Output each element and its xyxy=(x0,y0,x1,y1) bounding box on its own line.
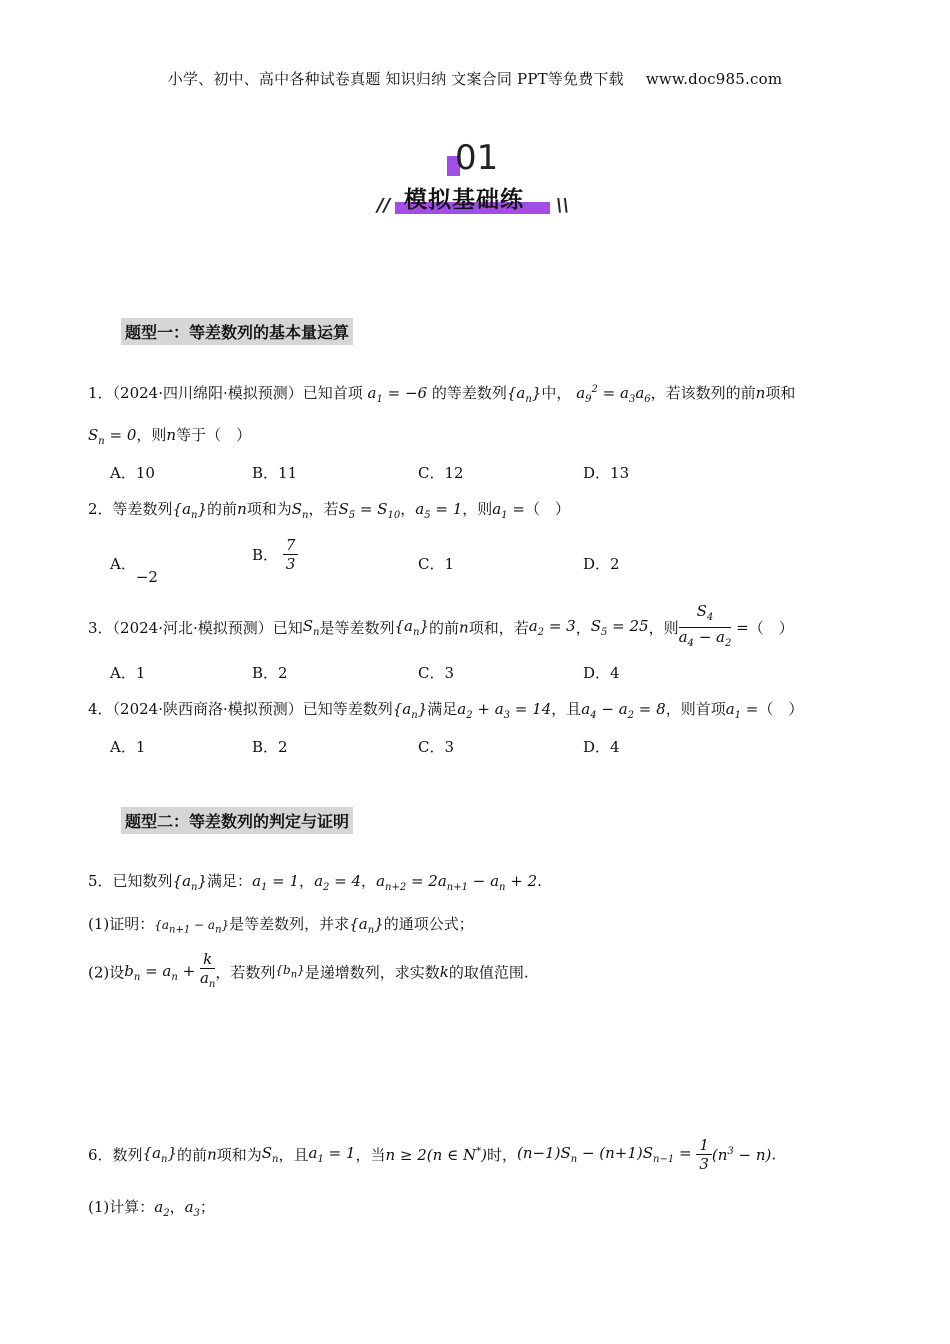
question-1-line-2: $S_n = 0$，则n等于（ ） xyxy=(88,426,252,447)
q4-option-d: D．4 xyxy=(583,738,620,756)
q2-option-c: C．1 xyxy=(418,555,455,573)
page-title: 模拟基础练 xyxy=(404,187,524,213)
question-1-line-1: 1．（2024·四川绵阳·模拟预测）已知首项 $a_1 = -6$ 的等差数列$\{a_n\}$中， $a_9^2 = a_3a_6$，若该数列的前n项和 xyxy=(88,384,796,405)
q1-option-a: A．10 xyxy=(110,464,155,482)
question-3-line: 3．（2024·河北·模拟预测）已知$S_n$是等差数列$\{a_n\}$的前n项和，若$a_2 = 3$，$S_5 = 25$，则 $\frac{S_4}{a_4 - a_2}$ =（ ） xyxy=(88,602,794,649)
q1-option-b: B．11 xyxy=(252,464,298,482)
question-2-line: 2．等差数列$\{a_n\}$的前n项和为$S_n$，若$S_5 = S_{10}$，$a_5 = 1$，则$a_1$ =（ ） xyxy=(88,500,570,521)
question-5-line: 5．已知数列$\{a_n\}$满足：$a_1 = 1$，$a_2 = 4$，$a_{n+2} = 2a_{n+1} - a_n + 2$. xyxy=(88,872,542,893)
q4-option-b: B．2 xyxy=(252,738,288,756)
q4-option-c: C．3 xyxy=(418,738,455,756)
section-heading-2: 题型二：等差数列的判定与证明 xyxy=(121,807,353,834)
question-6-line: 6．数列$\{a_n\}$的前n项和为$S_n$，且$a_1 = 1$，当n ≥ 2(n ∈ N*)时，$(n-1)S_n - (n+1)S_{n-1}$ = $\frac{1}{3}$ $(n^3 - n)$. xyxy=(88,1136,777,1173)
question-5-part-2: (2)设$b_n = a_n$ + $\frac{k}{a_n}$ ，若数列$\{b_n\}$是递增数列，求实数k的取值范围. xyxy=(88,950,529,990)
right-slash-decoration: \\ xyxy=(556,195,570,216)
badge-number: 01 xyxy=(455,138,499,178)
q3-option-a: A．1 xyxy=(110,664,146,682)
q2-option-b: B． $\frac{7}{3}$ xyxy=(252,536,298,573)
header-site: www.doc985.com xyxy=(645,70,783,88)
q4-option-a: A．1 xyxy=(110,738,146,756)
section-heading-1: 题型一：等差数列的基本量运算 xyxy=(121,318,353,345)
left-slash-decoration: // xyxy=(377,195,391,216)
q2-option-a: A．−2 xyxy=(110,555,158,586)
q2-option-d: D．2 xyxy=(583,555,620,573)
q3-option-c: C．3 xyxy=(418,664,455,682)
question-4-line: 4．（2024·陕西商洛·模拟预测）已知等差数列$\{a_n\}$满足$a_2 + a_3 = 14$，且$a_4 - a_2 = 8$，则首项$a_1$ =（ ） xyxy=(88,700,804,721)
header-text: 小学、初中、高中各种试卷真题 知识归纳 文案合同 PPT等免费下载 xyxy=(167,70,624,88)
page-header xyxy=(0,68,950,89)
q3-option-b: B．2 xyxy=(252,664,288,682)
question-6-part-1: (1)计算：$a_2$，$a_3$； xyxy=(88,1198,215,1219)
q1-option-c: C．12 xyxy=(418,464,464,482)
q3-option-d: D．4 xyxy=(583,664,620,682)
q1-option-d: D．13 xyxy=(583,464,630,482)
question-5-part-1: (1)证明：$\{a_{n+1} - a_n\}$是等差数列，并求$\{a_n\}$的通项公式； xyxy=(88,915,474,936)
